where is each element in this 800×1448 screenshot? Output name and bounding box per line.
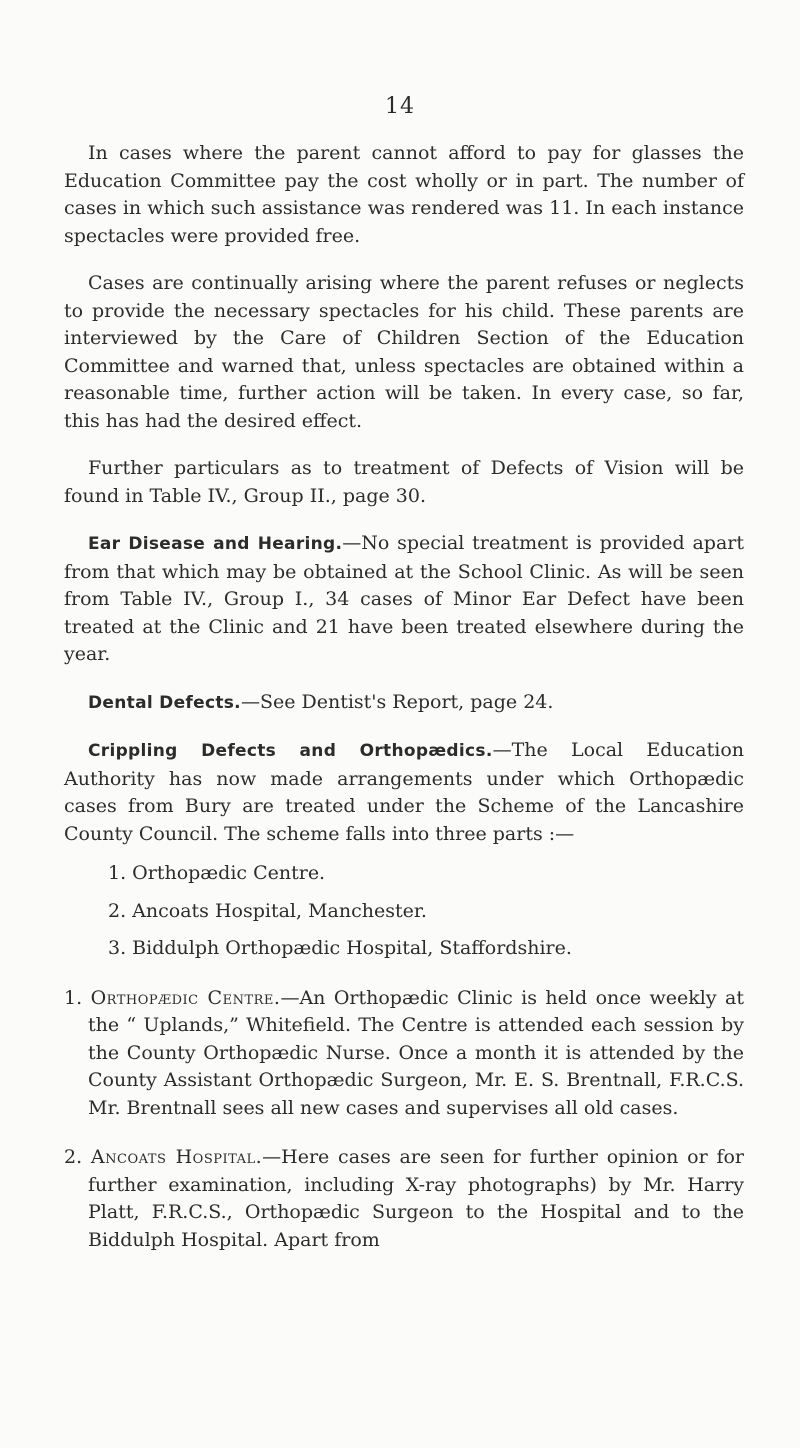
body-text: [64, 140, 744, 1276]
list-item: 1. Orthopædic Centre.: [108, 862, 326, 884]
paragraph-vision-table-reference: Further particulars as to treatment of Defects of Vision will be found in Table IV., Group II., page 30.: [64, 457, 744, 507]
crippling-heading: Crippling Defects and Orthopædics.: [88, 741, 493, 761]
centre-number: 1.: [64, 986, 83, 1009]
list-item: 3. Biddulph Orthopædic Hospital, Staffordshire.: [108, 937, 572, 959]
section-orthopaedic-centre: [64, 985, 744, 1123]
ear-text: —No special treatment is provided apart from that which may be obtained at the School Clinic. As will be seen from Table IV., Group I., 34 cases of Minor Ear Defect have been treated at the Clinic and 21 have been treated elsewhere during the year.: [64, 532, 744, 665]
page-number: 14: [385, 94, 415, 119]
section-ancoats-hospital: [64, 1144, 744, 1254]
section-crippling-defects: [64, 737, 744, 848]
list-item: 2. Ancoats Hospital, Manchester.: [108, 899, 427, 922]
ear-heading: Ear Disease and Hearing.: [88, 534, 343, 554]
dental-heading: Dental Defects.: [88, 692, 241, 713]
dental-text: —See Dentist's Report, page 24.: [240, 690, 554, 713]
section-dental-defects: [64, 689, 744, 718]
paragraph-spectacles-cost: In cases where the parent cannot afford to pay for glasses the Education Committee pay the cost wholly or in part. The number of cases in which such assistance was rendered was 11. In each instance spectacles were provided free.: [64, 142, 744, 247]
centre-text: —An Orthopædic Clinic is held once weekly at the “ Uplands,” Whitefield. The Centre is attended each session by the County Orthopædic Nurse. Once a month it is attended by the County Assistant Orthopædic Surgeon, Mr. E. S. Brentnall, F.R.C.S. Mr. Brentnall sees all new cases and supervises all old cases.: [88, 986, 745, 1119]
centre-heading: Orthopædic Centre.: [90, 986, 281, 1009]
ancoats-text: —Here cases are seen for further opinion or for further examination, including X-ray photographs) by Mr. Harry Platt, F.R.C.S., Orthopædic Surgeon to the Hospital and to the Biddulph Hospital. Apart from: [88, 1146, 745, 1251]
section-ear-disease: [64, 530, 744, 669]
paragraph-spectacles-neglect: Cases are continually arising where the parent refuses or neglects to provide the necessary spectacles for his child. These parents are interviewed by the Care of Children Section of the Education Committee and warned that, unless spectacles are obtained within a reasonable time, further action will be taken. In every case, so far, this has had the desired effect.: [64, 272, 744, 432]
ancoats-heading: Ancoats Hospital.: [90, 1146, 263, 1168]
scheme-parts-list: [64, 860, 744, 963]
ancoats-number: 2.: [64, 1146, 83, 1168]
crippling-text: —The Local Education Authority has now made arrangements under which Orthopædic cases from Bury are treated under the Scheme of the Lancashire County Council. The scheme falls into three parts :—: [64, 739, 744, 845]
